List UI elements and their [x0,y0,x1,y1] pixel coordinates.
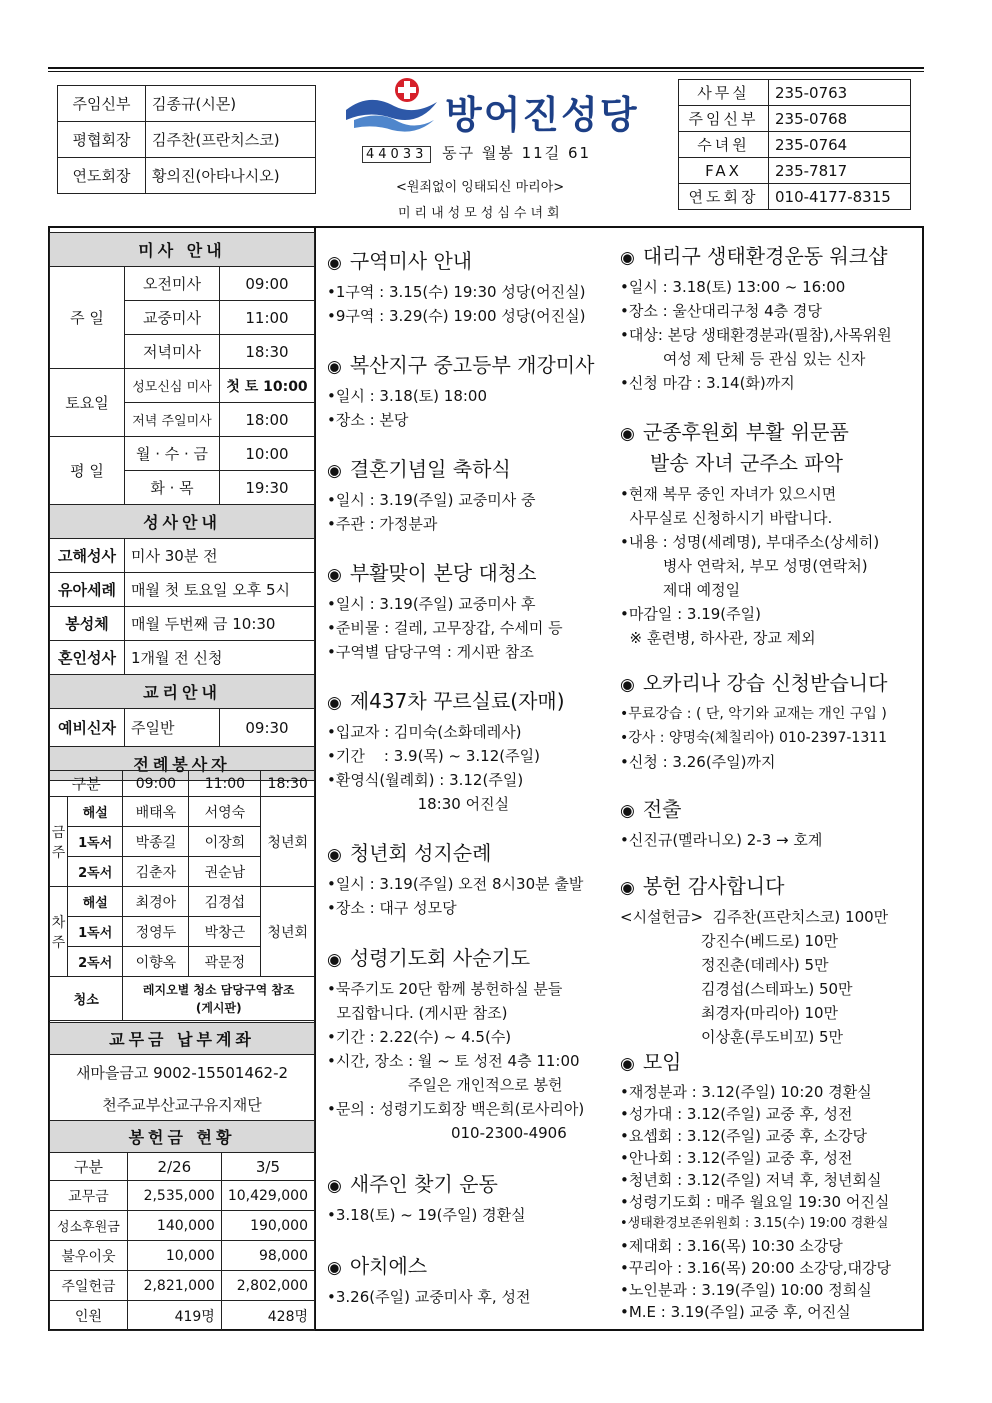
notice-military-support: ◉ 군종후원회 부활 위문품 발송 자녀 군주소 파악 •현재 복무 중인 자녀가 있으시면 사무실로 신청하시기 바랍니다. •내용 : 성명(세례명), 부대주소(상세히) 병사 연락처, 부모 성명(연락처) 제대 예정일 •마감일 : 3.19(주일) ※ 훈련병, 하사관, 장교 제외 [620,420,880,647]
address: 동구 월봉 11길 61 [442,144,592,162]
doctrine-header: 교리안내 [50,675,315,709]
motto: <원죄없이 잉태되신 마리아> [396,180,565,195]
notice-lost-found: ◉ 새주인 찾기 운동 •3.18(토) ~ 19(주일) 경환실 [327,1172,526,1224]
top-rule-thin [48,71,924,72]
account-header: 교무금 납부계좌 [50,1023,315,1055]
phone-row: 연도회장 010-4177-8315 [679,184,911,210]
table-row: 불우이웃 10,000 98,000 [50,1241,315,1271]
church-logo-icon [344,76,439,136]
bullet-icon: ◉ [327,693,342,713]
address-line [362,142,591,163]
postcode: 44033 [362,146,431,163]
left-column: 미사 안내 주 일 오전미사 09:00 교중미사 11:00 저녁미사 18:30 토요일 성모신심 미사 첫 토 10:00 저녁 주일미사 18:00 평 일 월 · 수 · 금 10:00 화 · 목 19:30 성사안내 고해성사 미사 30분 전 유아세례 매월 첫 토요일 오후 5시 봉성체 매월 두번째 금 10:30 혼인성사 1개월 전 신청 교리안내 예비신자 주일반 09:30 전례봉사자 [49,232,315,781]
liturgy-header: 전례봉사자 [50,747,315,781]
notice-donations: ◉ 봉헌 감사합니다 <시설헌금> 김주찬(프란치스코) 100만 강진수(베드로) 10만 정진춘(데레사) 5만 김경섭(스테파노) 50만 최경자(마리아) 10만 이상훈(루도비꼬) 5만 [620,874,889,1046]
notice-wedding-anniversary: ◉ 결혼기념일 축하식 •일시 : 3.19(주일) 교중미사 중 •주관 : 가정분과 [327,457,536,533]
phone-row: 수녀원 235-0764 [679,132,911,158]
notice-cursillo: ◉ 제437차 꾸르실료(자매) •입교자 : 김미숙(소화데레사) •기간 : 3.9(목) ~ 3.12(주일) •환영식(월례회) : 3.12(주일) 18:30 어진실 [327,689,565,813]
phone-table [678,79,911,210]
notice-transfer: ◉ 전출 •신진규(멜라니오) 2-3 → 호계 [620,797,823,849]
table-row: 성소후원금 140,000 190,000 [50,1211,315,1241]
bullet-icon: ◉ [620,878,635,898]
bullet-icon: ◉ [327,461,342,481]
notice-parish-mass: ◉ 구역미사 안내 •1구역 : 3.15(수) 19:30 성당(어진실) •9구역 : 3.29(수) 19:00 성당(어진실) [327,249,586,325]
bullet-icon: ◉ [327,950,342,970]
notice-ocarina: ◉ 오카리나 강습 신청받습니다 •무료강습 : ( 단, 악기와 교재는 개인 구입 ) •강사 : 양명숙(체칠리아) 010-2397-1311 •신청 : 3.26(주일)까지 [620,671,888,771]
notice-cleaning: ◉ 부활맞이 본당 대청소 •일시 : 3.19(주일) 교중미사 후 •준비물 : 걸레, 고무장갑, 수세미 등 •구역별 담당구역 : 게시판 참조 [327,561,563,661]
header-info-row: 평협회장 김주찬(프란치스코) [58,122,316,158]
notice-youth-mass: ◉ 복산지구 중고등부 개강미사 •일시 : 3.18(토) 18:00 •장소 : 본당 [327,353,595,429]
mass-header: 미사 안내 [50,233,315,267]
bullet-icon: ◉ [620,675,635,695]
offering-header: 봉헌금 현황 [50,1121,315,1153]
bullet-icon: ◉ [327,357,342,377]
bullet-icon: ◉ [620,248,635,268]
bullet-icon: ◉ [327,1176,342,1196]
notice-lent-prayer: ◉ 성령기도회 사순기도 •묵주기도 20단 함께 봉헌하실 분들 모집합니다. (게시판 참조) •기간 : 2.22(수) ~ 4.5(수) •시간, 장소 : 월 ~ 토 성전 4층 11:00 주일은 개인적으로 봉헌 •문의 : 성령기도회장 백은희(로사리아) 010-2300-4906 [327,946,585,1142]
offering-table: 봉헌금 현황 구분 2/26 3/5 교무금 2,535,000 10,429,000 성소후원금 140,000 190,000 불우이웃 10,000 98,000 주일헌금 2,821,000 2,802,000 인원 419명 428명 [49,1120,315,1331]
phone-row: 주임신부 235-0768 [679,106,911,132]
header-info-table [57,85,316,194]
bullet-icon: ◉ [327,253,342,273]
notice-acies: ◉ 아치에스 •3.26(주일) 교중미사 후, 성전 [327,1254,531,1306]
top-rule [48,67,924,69]
table-row: 인원 419명 428명 [50,1301,315,1331]
bullet-icon: ◉ [620,801,635,821]
table-row: 주일헌금 2,821,000 2,802,000 [50,1271,315,1301]
bullet-icon: ◉ [327,1258,342,1278]
header-info-row: 주임신부 김종규(시몬) [58,86,316,122]
bullet-icon: ◉ [327,565,342,585]
header-info-row: 연도회장 황의진(아타나시오) [58,158,316,194]
notice-meetings: ◉ 모임 •재정분과 : 3.12(주일) 10:20 경환실 •성가대 : 3.12(주일) 교중 후, 성전 •요셉회 : 3.12(주일) 교중 후, 소강당 •안나회 : 3.12(주일) 교중 후, 성전 •청년회 : 3.12(주일) 저녁 후, 청년회실 •성령기도회 : 매주 월요일 19:30 어진실 •생태환경보존위원회 : 3.15(수) 19:00 경환실 •제대회 : 3.16(목) 10:30 소강당 •꾸리아 : 3.16(목) 20:00 소강당,대강당 •노인분과 : 3.19(주일) 10:00 정희실 •M.E : 3.19(주일) 교중 후, 어진실 [620,1050,891,1321]
phone-row: FAX 235-7817 [679,158,911,184]
bullet-icon: ◉ [620,424,635,444]
account-holder: 천주교부산교구유지재단 [102,1095,262,1114]
liturgy-table: 구분 09:00 11:00 18:30 금주 해설 배태옥 서영숙 청년회 1독서 박종길 이장희 2독서 김춘자 권순남 차주 해설 최경아 김경섭 청년회 1독서 정영두 박창근 2독서 이향옥 곽문정 청소 레지오별 청소 담당구역 참조 (게시판) [49,770,315,1021]
church-title: 방어진성당 [445,93,639,137]
sacrament-header: 성사안내 [50,505,315,539]
bullet-icon: ◉ [620,1054,635,1074]
notice-pilgrimage: ◉ 청년회 성지순례 •일시 : 3.19(주일) 오전 8시30분 출발 •장소 : 대구 성모당 [327,841,584,917]
phone-row: 사무실 235-0763 [679,80,911,106]
notice-eco-workshop: ◉ 대리구 생태환경운동 워크샵 •일시 : 3.18(토) 13:00 ~ 16:00 •장소 : 울산대리구청 4층 경당 •대상: 본당 생태환경분과(필참),사목위원 여성 제 단체 등 관심 있는 신자 •신청 마감 : 3.14(화)까지 [620,244,892,392]
church-logo [344,76,439,136]
account-number: 새마을금고 9002-15501462-2 [75,1063,289,1082]
bullet-icon: ◉ [327,845,342,865]
sisters-name: 미리내성모성심수녀회 [398,206,564,221]
table-row: 교무금 2,535,000 10,429,000 [50,1181,315,1211]
account-table [49,1022,315,1123]
